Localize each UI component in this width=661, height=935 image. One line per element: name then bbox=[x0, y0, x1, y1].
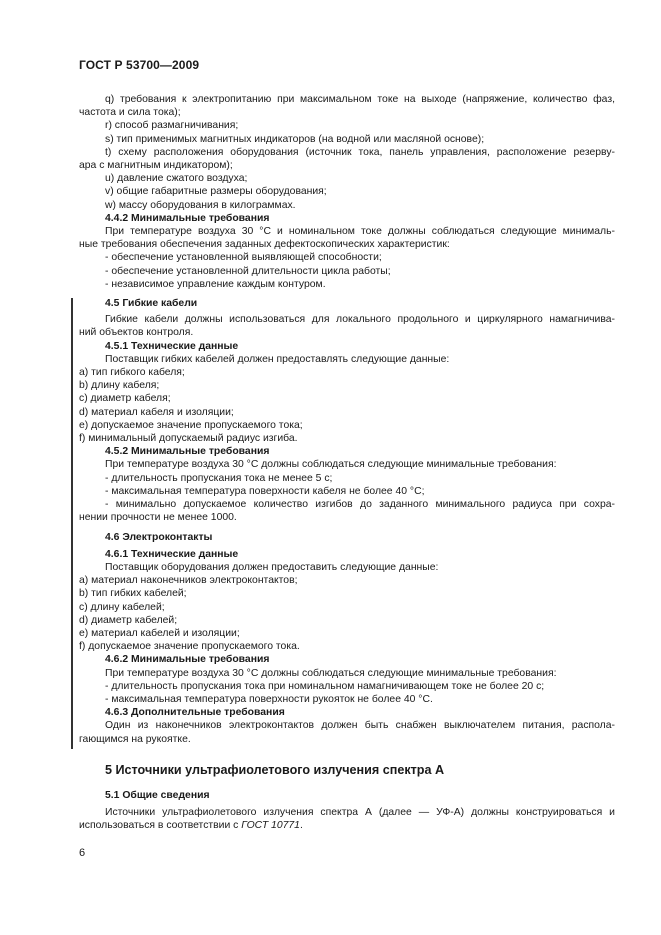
document-body bbox=[79, 93, 615, 833]
section-heading-4-6: 4.6 Электроконтакты bbox=[105, 531, 213, 543]
section-heading-4-5-1: 4.5.1 Технические данные bbox=[105, 340, 239, 352]
list-item: f) минимальный допускаемый радиус изгиба. bbox=[79, 433, 298, 445]
section-heading-4-5: 4.5 Гибкие кабели bbox=[105, 298, 198, 310]
list-item: d) материал кабеля и изоляции; bbox=[79, 406, 234, 418]
list-item: b) тип гибких кабелей; bbox=[79, 588, 187, 600]
paragraph-cont: ные требования обеспечения заданных дефектоскопических характеристик: bbox=[79, 239, 450, 251]
section-heading-4-4-2: 4.4.2 Минимальные требования bbox=[105, 212, 270, 224]
list-item: - максимальная температура поверхности рукояток не более 40 °С. bbox=[105, 693, 433, 705]
paragraph: Источники ультрафиолетового излучения спектра А (далее — УФ-А) должны конструироваться и bbox=[105, 807, 615, 819]
section-heading-4-5-2: 4.5.2 Минимальные требования bbox=[105, 446, 270, 458]
list-item-t: t) схему расположения оборудования (источник тока, панель управления, расположение резерву- bbox=[105, 146, 615, 158]
list-item: - независимое управление каждым контуром. bbox=[105, 278, 326, 290]
list-item: - максимальная температура поверхности кабеля не более 40 °С; bbox=[105, 485, 425, 497]
list-item: f) допускаемое значение пропускаемого тока. bbox=[79, 641, 300, 653]
revision-change-bar bbox=[71, 298, 73, 749]
paragraph: При температуре воздуха 30 °С должны соблюдаться следующие минимальные требования: bbox=[105, 667, 557, 679]
list-item-q-cont: частота и сила тока); bbox=[79, 107, 181, 119]
list-item-s: s) тип применимых магнитных индикаторов (на водной или масляной основе); bbox=[105, 133, 485, 145]
list-item: c) диаметр кабеля; bbox=[79, 393, 171, 405]
list-item-r: r) способ размагничивания; bbox=[105, 120, 239, 132]
paragraph-cont: гающимся на рукоятке. bbox=[79, 733, 191, 745]
list-item: e) допускаемое значение пропускаемого тока; bbox=[79, 419, 303, 431]
page-number: 6 bbox=[79, 847, 86, 859]
list-item: - обеспечение установленной длительности цикла работы; bbox=[105, 265, 391, 277]
list-item: a) материал наконечников электроконтактов; bbox=[79, 575, 298, 587]
list-item-v: v) общие габаритные размеры оборудования; bbox=[105, 186, 327, 198]
list-item: e) материал кабелей и изоляции; bbox=[79, 627, 240, 639]
document-header: ГОСТ Р 53700—2009 bbox=[79, 58, 200, 72]
list-item-cont: нении прочности не менее 1000. bbox=[79, 512, 237, 524]
list-item: - длительность пропускания тока не менее 5 с; bbox=[105, 472, 333, 484]
paragraph: При температуре воздуха 30 °С и номинальном токе должны соблюдаться следующие минималь- bbox=[105, 226, 615, 238]
list-item-t-cont: ара с магнитным индикатором); bbox=[79, 160, 233, 172]
list-item-u: u) давление сжатого воздуха; bbox=[105, 173, 248, 185]
paragraph: Поставщик гибких кабелей должен предоставлять следующие данные: bbox=[105, 353, 450, 365]
section-heading-5-1: 5.1 Общие сведения bbox=[105, 789, 210, 801]
section-heading-4-6-2: 4.6.2 Минимальные требования bbox=[105, 654, 270, 666]
list-item: c) длину кабелей; bbox=[79, 601, 165, 613]
section-heading-4-6-1: 4.6.1 Технические данные bbox=[105, 548, 239, 560]
paragraph-cont: использоваться в соответствии с ГОСТ 10771. bbox=[79, 820, 303, 832]
paragraph-cont: ний объектов контроля. bbox=[79, 327, 194, 339]
paragraph: Гибкие кабели должны использоваться для локального продольного и циркулярного намагничива- bbox=[105, 314, 615, 326]
section-heading-4-6-3: 4.6.3 Дополнительные требования bbox=[105, 707, 285, 719]
paragraph: Один из наконечников электроконтактов должен быть снабжен выключателем питания, распола- bbox=[105, 720, 615, 732]
list-item: d) диаметр кабелей; bbox=[79, 614, 178, 626]
list-item: b) длину кабеля; bbox=[79, 380, 160, 392]
list-item-w: w) массу оборудования в килограммах. bbox=[105, 199, 296, 211]
list-item: a) тип гибкого кабеля; bbox=[79, 367, 185, 379]
list-item: - обеспечение установленной выявляющей способности; bbox=[105, 252, 382, 264]
paragraph: Поставщик оборудования должен предоставить следующие данные: bbox=[105, 561, 439, 573]
section-heading-5: 5 Источники ультрафиолетового излучения спектра А bbox=[105, 762, 445, 777]
list-item-q: q) требования к электропитанию при максимальном токе на выходе (напряжение, количество фаз, bbox=[105, 94, 615, 105]
paragraph: При температуре воздуха 30 °С должны соблюдаться следующие минимальные требования: bbox=[105, 459, 557, 471]
list-item: - длительность пропускания тока при номинальном намагничивающем токе не более 20 с; bbox=[105, 680, 545, 692]
standard-reference: ГОСТ 10771 bbox=[241, 820, 300, 832]
list-item: - минимально допускаемое количество изгибов до заданного минимального радиуса при сохра- bbox=[105, 499, 615, 511]
